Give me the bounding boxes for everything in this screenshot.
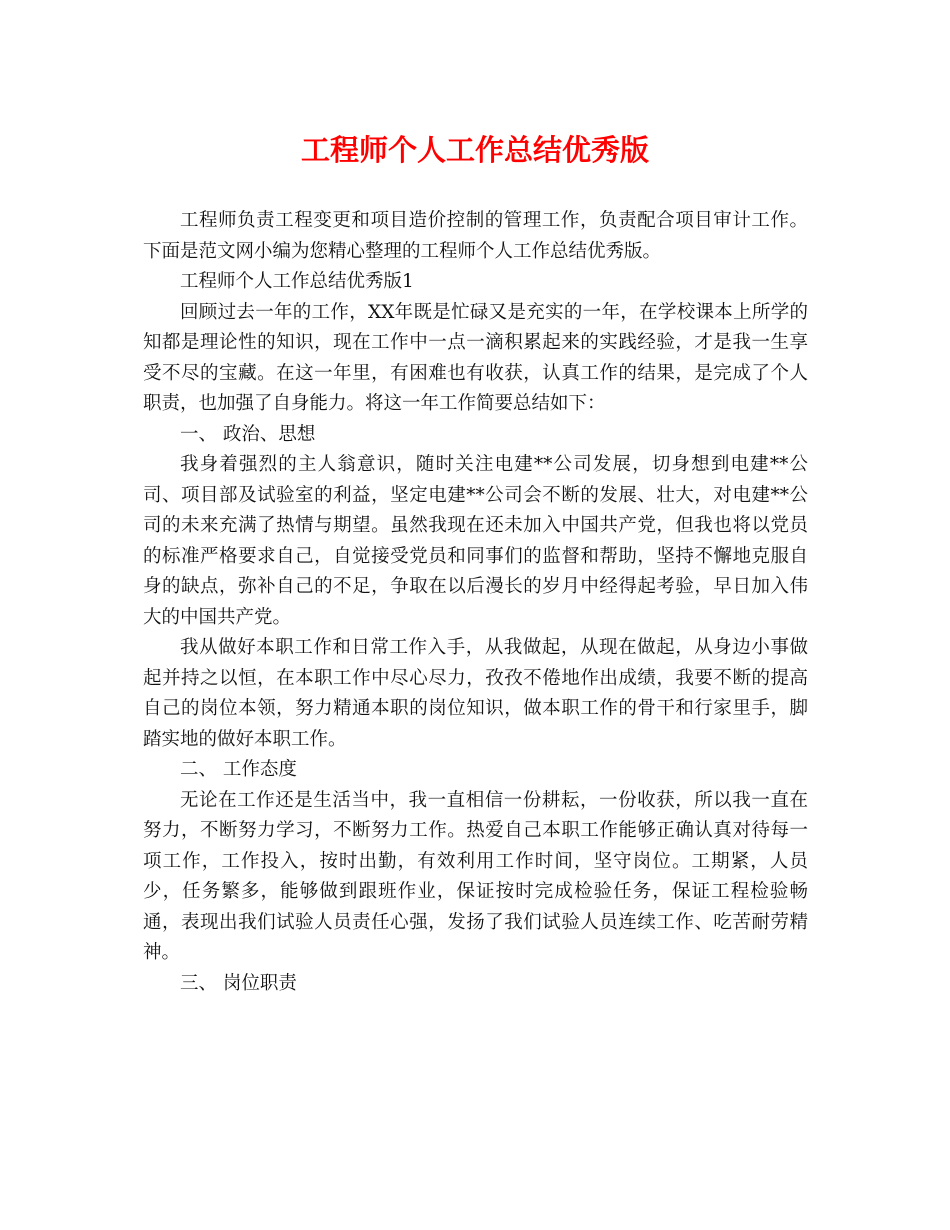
document-body <box>143 206 808 999</box>
section-heading-responsibility: 三、 岗位职责 <box>180 972 297 994</box>
attitude-paragraph: 无论在工作还是生活当中，我一直相信一份耕耘，一份收获，所以我一直在努力，不断努力学习，不断努力工作。热爱自己本职工作能够正确认真对待每一项工作，工作投入，按时出勤，有效利用工作时间，坚守岗位。工期紧，人员少，任务繁多，能够做到跟班作业，保证按时完成检验任务，保证工程检验畅通，表现出我们试验人员责任心强，发扬了我们试验人员连续工作、吃苦耐劳精神。 <box>143 789 808 963</box>
subtitle-paragraph: 工程师个人工作总结优秀版1 <box>180 271 414 292</box>
section-heading-attitude: 二、 工作态度 <box>180 759 297 780</box>
politics-paragraph: 我身着强烈的主人翁意识，随时关注电建**公司发展，切身想到电建**公司、项目部及试验室的利益，坚定电建**公司会不断的发展、壮大，对电建**公司的未来充满了热情与期望。虽然我现在还未加入中国共产党，但我也将以党员的标准严格要求自己，自觉接受党员和同事们的监督和帮助，坚持不懈地克服自身的缺点，弥补自己的不足，争取在以后漫长的岁月中经得起考验，早日加入伟大的中国共产党。 <box>143 454 808 628</box>
document-title: 工程师个人工作总结优秀版 <box>300 133 649 167</box>
review-paragraph: 回顾过去一年的工作，XX年既是忙碌又是充实的一年，在学校课本上所学的知都是理论性的知识，现在工作中一点一滴积累起来的实践经验，才是我一生享受不尽的宝藏。在这一年里，有困难也有收获，认真工作的结果，是完成了个人职责，也加强了自身能力。将这一年工作简要总结如下： <box>143 301 808 414</box>
duty-paragraph: 我从做好本职工作和日常工作入手，从我做起，从现在做起，从身边小事做起并持之以恒，在本职工作中尽心尽力，孜孜不倦地作出成绩，我要不断的提高自己的岗位本领，努力精通本职的岗位知识，做本职工作的骨干和行家里手，脚踏实地的做好本职工作。 <box>143 637 808 750</box>
intro-paragraph: 工程师负责工程变更和项目造价控制的管理工作，负责配合项目审计工作。下面是范文网小编为您精心整理的工程师个人工作总结优秀版。 <box>143 210 808 262</box>
section-heading-politics: 一、 政治、思想 <box>180 423 316 445</box>
